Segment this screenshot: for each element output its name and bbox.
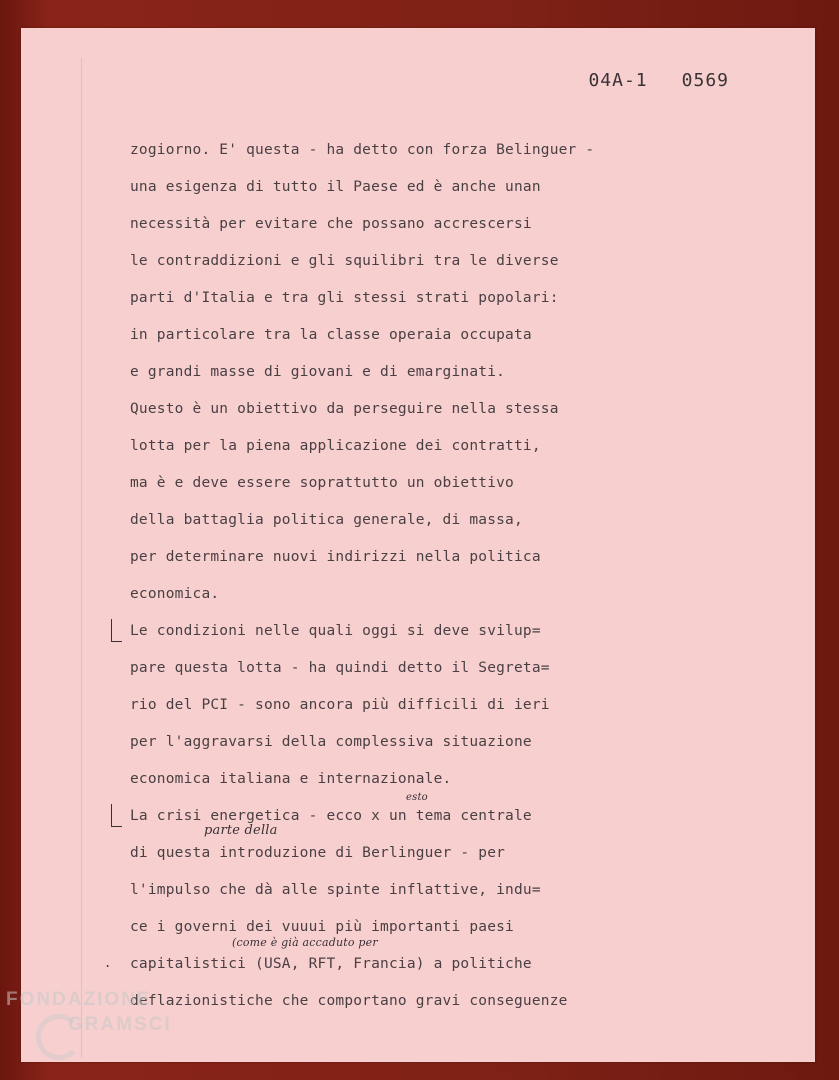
watermark-line-2: GRAMSCI [68, 1014, 172, 1035]
text-line-paragraph-start [130, 623, 690, 660]
text-line-content: di questa introduzione di Berlinguer - per [130, 845, 506, 861]
text-line: ma è e deve essere soprattutto un obiettivo [130, 475, 514, 491]
text-line-content: La crisi energetica - ecco x un tema centrale [130, 808, 532, 824]
text-line: economica italiana e internazionale. [130, 771, 452, 787]
paper-fold-line [81, 58, 82, 1058]
watermark-line-1: FONDAZIONE [6, 989, 152, 1010]
text-line: ce i governi dei vuuui più importanti paesi [130, 919, 514, 935]
watermark [6, 990, 172, 1034]
text-line [104, 936, 690, 993]
typewritten-sheet [21, 28, 815, 1062]
archive-reference [588, 70, 729, 91]
paragraph-bracket-mark [111, 619, 122, 642]
text-line: parti d'Italia e tra gli stessi strati popolari: [130, 290, 559, 306]
text-line-content: capitalistici (USA, RFT, Francia) a politiche [130, 956, 532, 972]
archive-folder-number: 04A-1 [588, 70, 648, 91]
archive-page-number: 0569 [681, 70, 729, 91]
text-line: economica. [130, 586, 220, 602]
text-line: zogiorno. E' questa - ha detto con forza Belinguer - [130, 142, 595, 158]
text-line: per determinare nuovi indirizzi nella politica [130, 549, 541, 565]
text-line: in particolare tra la classe operaia occupata [130, 327, 532, 343]
text-line: deflazionistiche che comportano gravi conseguenze [130, 993, 568, 1009]
text-line: Questo è un obiettivo da perseguire nella stessa [130, 401, 559, 417]
text-line-content: Le condizioni nelle quali oggi si deve svilup= [130, 623, 541, 639]
text-line: una esigenza di tutto il Paese ed è anche unan [130, 179, 541, 195]
text-line: l'impulso che dà alle spinte inflattive, indu= [130, 882, 541, 898]
handwritten-annotation: esto [406, 792, 428, 803]
handwritten-annotation: parte della [204, 823, 278, 838]
text-line: per l'aggravarsi della complessiva situazione [130, 734, 532, 750]
paragraph-bracket-mark [111, 804, 122, 827]
handwritten-annotation: (come è già accaduto per [232, 936, 378, 949]
text-line: e grandi masse di giovani e di emarginati. [130, 364, 506, 380]
margin-dot: . [104, 956, 112, 970]
text-line: lotta per la piena applicazione dei contratti, [130, 438, 541, 454]
typed-text-body [104, 142, 690, 1030]
text-line: della battaglia politica generale, di massa, [130, 512, 523, 528]
text-line: le contraddizioni e gli squilibri tra le diverse [130, 253, 559, 269]
text-line: pare questa lotta - ha quindi detto il Segreta= [130, 660, 550, 676]
text-line [130, 823, 690, 882]
text-line: rio del PCI - sono ancora più difficili di ieri [130, 697, 550, 713]
text-line: necessità per evitare che possano accrescersi [130, 216, 532, 232]
